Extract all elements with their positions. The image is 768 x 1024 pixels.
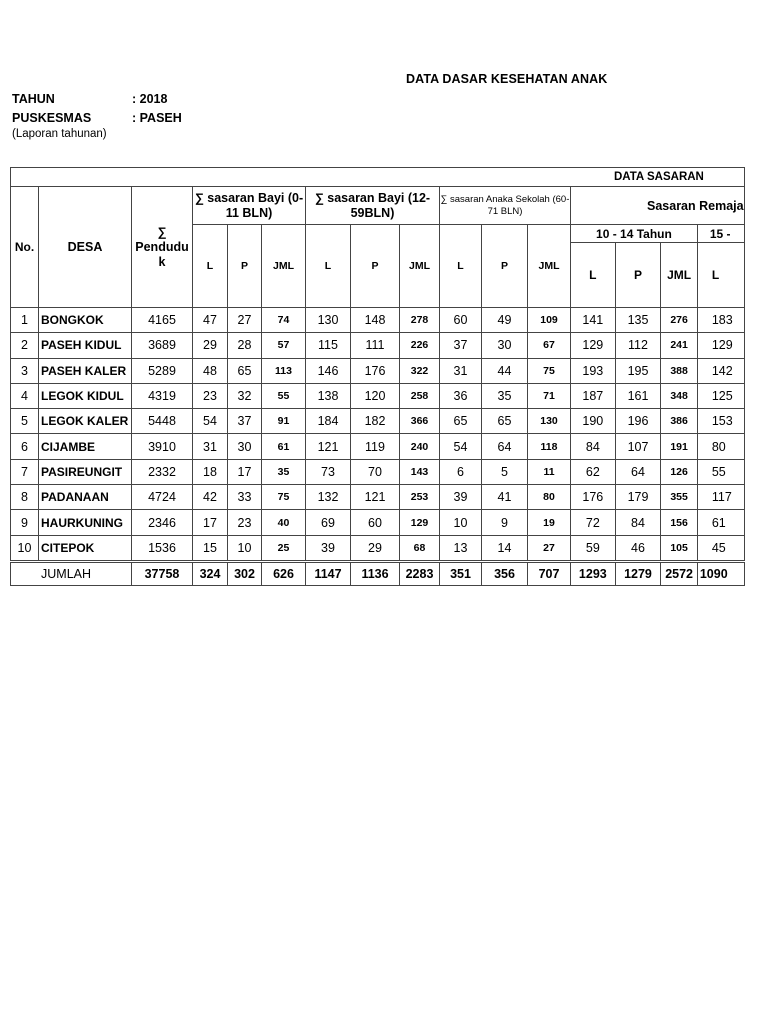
row-as-jml: 80 [528, 485, 571, 510]
row-b2-jml: 129 [400, 510, 440, 535]
remaja-10-14-header: 10 - 14 Tahun [571, 225, 698, 243]
row-no: 4 [11, 383, 39, 408]
row-r1-p: 84 [615, 510, 661, 535]
b2-p-header: P [351, 225, 400, 308]
row-as-l: 60 [440, 308, 482, 333]
table-row [11, 535, 745, 561]
r1-jml-header: JML [661, 243, 698, 308]
row-b1-jml: 57 [262, 333, 306, 358]
row-no: 10 [11, 535, 39, 561]
row-penduduk: 4319 [132, 383, 193, 408]
row-r2-l: 142 [697, 358, 744, 383]
row-r1-l: 62 [571, 459, 616, 484]
table-row [11, 383, 745, 408]
row-b1-l: 15 [193, 535, 228, 561]
row-as-jml: 75 [528, 358, 571, 383]
row-r1-jml: 105 [661, 535, 698, 561]
row-b2-jml: 143 [400, 459, 440, 484]
table-row [11, 358, 745, 383]
row-as-l: 10 [440, 510, 482, 535]
row-as-l: 36 [440, 383, 482, 408]
row-b2-l: 73 [306, 459, 351, 484]
row-as-p: 65 [482, 409, 528, 434]
row-b1-jml: 113 [262, 358, 306, 383]
row-r1-p: 135 [615, 308, 661, 333]
as-l-header: L [440, 225, 482, 308]
total-b2p: 1136 [351, 561, 400, 585]
as-jml-header: JML [528, 225, 571, 308]
row-penduduk: 5289 [132, 358, 193, 383]
header-row-2 [11, 187, 745, 225]
row-b2-p: 29 [351, 535, 400, 561]
row-r1-jml: 126 [661, 459, 698, 484]
row-b2-p: 148 [351, 308, 400, 333]
row-b1-l: 29 [193, 333, 228, 358]
report-subtitle: (Laporan tahunan) [12, 128, 107, 140]
tahun-line [12, 92, 167, 106]
group-bayi-12-59-header: ∑ sasaran Bayi (12-59BLN) [306, 187, 440, 225]
row-b2-jml: 253 [400, 485, 440, 510]
row-desa: PASEH KIDUL [39, 333, 132, 358]
row-b2-jml: 68 [400, 535, 440, 561]
r1-p-header: P [615, 243, 661, 308]
row-desa: PASEH KALER [39, 358, 132, 383]
row-b2-jml: 366 [400, 409, 440, 434]
row-no: 6 [11, 434, 39, 459]
puskesmas-line [12, 111, 182, 125]
row-b1-l: 18 [193, 459, 228, 484]
row-r2-l: 80 [697, 434, 744, 459]
row-desa: CITEPOK [39, 535, 132, 561]
row-r1-l: 72 [571, 510, 616, 535]
row-desa: CIJAMBE [39, 434, 132, 459]
row-b1-jml: 55 [262, 383, 306, 408]
row-r1-p: 161 [615, 383, 661, 408]
row-b2-l: 115 [306, 333, 351, 358]
row-r1-l: 176 [571, 485, 616, 510]
row-r1-jml: 276 [661, 308, 698, 333]
row-as-l: 31 [440, 358, 482, 383]
row-as-l: 37 [440, 333, 482, 358]
row-r1-jml: 241 [661, 333, 698, 358]
row-r2-l: 61 [697, 510, 744, 535]
row-as-p: 30 [482, 333, 528, 358]
row-b2-p: 121 [351, 485, 400, 510]
row-no: 1 [11, 308, 39, 333]
row-as-jml: 67 [528, 333, 571, 358]
row-as-l: 6 [440, 459, 482, 484]
row-b1-jml: 35 [262, 459, 306, 484]
row-r1-p: 46 [615, 535, 661, 561]
row-b2-l: 130 [306, 308, 351, 333]
row-b1-p: 17 [228, 459, 262, 484]
row-b1-p: 33 [228, 485, 262, 510]
row-as-l: 13 [440, 535, 482, 561]
row-b1-jml: 40 [262, 510, 306, 535]
row-as-l: 39 [440, 485, 482, 510]
row-b2-p: 176 [351, 358, 400, 383]
row-b1-l: 17 [193, 510, 228, 535]
row-b2-jml: 322 [400, 358, 440, 383]
row-b1-p: 27 [228, 308, 262, 333]
row-b1-l: 48 [193, 358, 228, 383]
col-desa-header: DESA [39, 187, 132, 308]
row-b2-jml: 226 [400, 333, 440, 358]
row-penduduk: 3689 [132, 333, 193, 358]
row-r1-jml: 156 [661, 510, 698, 535]
total-b2j: 2283 [400, 561, 440, 585]
data-sasaran-header: DATA SASARAN [11, 168, 745, 187]
row-b1-l: 31 [193, 434, 228, 459]
row-b1-l: 23 [193, 383, 228, 408]
row-b2-p: 119 [351, 434, 400, 459]
row-desa: LEGOK KIDUL [39, 383, 132, 408]
row-b1-l: 54 [193, 409, 228, 434]
row-as-jml: 11 [528, 459, 571, 484]
row-penduduk: 3910 [132, 434, 193, 459]
total-asp: 356 [482, 561, 528, 585]
row-as-jml: 27 [528, 535, 571, 561]
row-penduduk: 2332 [132, 459, 193, 484]
row-b2-l: 69 [306, 510, 351, 535]
row-r1-l: 187 [571, 383, 616, 408]
total-penduduk: 37758 [132, 561, 193, 585]
row-b2-l: 39 [306, 535, 351, 561]
r1-l-header: L [571, 243, 616, 308]
table-row [11, 510, 745, 535]
row-as-jml: 71 [528, 383, 571, 408]
row-as-p: 64 [482, 434, 528, 459]
row-b2-l: 132 [306, 485, 351, 510]
row-as-p: 5 [482, 459, 528, 484]
row-no: 7 [11, 459, 39, 484]
row-r1-p: 112 [615, 333, 661, 358]
group-anak-sekolah-header: ∑ sasaran Anaka Sekolah (60-71 BLN) [440, 187, 571, 225]
row-r1-l: 190 [571, 409, 616, 434]
row-as-l: 65 [440, 409, 482, 434]
row-r1-jml: 348 [661, 383, 698, 408]
row-r1-jml: 191 [661, 434, 698, 459]
total-asl: 351 [440, 561, 482, 585]
row-r1-p: 64 [615, 459, 661, 484]
row-as-p: 44 [482, 358, 528, 383]
total-row [11, 561, 745, 585]
row-r1-l: 193 [571, 358, 616, 383]
row-b1-jml: 91 [262, 409, 306, 434]
table-row [11, 333, 745, 358]
row-b1-p: 30 [228, 434, 262, 459]
row-penduduk: 1536 [132, 535, 193, 561]
row-b2-p: 60 [351, 510, 400, 535]
row-penduduk: 4165 [132, 308, 193, 333]
row-r1-l: 141 [571, 308, 616, 333]
row-r1-jml: 388 [661, 358, 698, 383]
row-r1-l: 59 [571, 535, 616, 561]
row-b1-p: 65 [228, 358, 262, 383]
row-no: 9 [11, 510, 39, 535]
row-r2-l: 45 [697, 535, 744, 561]
row-as-p: 9 [482, 510, 528, 535]
row-b1-p: 32 [228, 383, 262, 408]
row-b2-l: 184 [306, 409, 351, 434]
table-row [11, 409, 745, 434]
row-r2-l: 183 [697, 308, 744, 333]
r2-l-header: L [697, 243, 744, 308]
row-desa: PASIREUNGIT [39, 459, 132, 484]
total-b2l: 1147 [306, 561, 351, 585]
total-b1p: 302 [228, 561, 262, 585]
tahun-value: : 2018 [132, 92, 168, 106]
row-b1-jml: 25 [262, 535, 306, 561]
row-b1-p: 28 [228, 333, 262, 358]
row-r2-l: 55 [697, 459, 744, 484]
row-b2-p: 111 [351, 333, 400, 358]
row-b1-jml: 74 [262, 308, 306, 333]
row-as-jml: 130 [528, 409, 571, 434]
row-r1-p: 107 [615, 434, 661, 459]
puskesmas-label: PUSKESMAS [12, 111, 92, 125]
table-row [11, 485, 745, 510]
row-as-p: 49 [482, 308, 528, 333]
row-r1-l: 129 [571, 333, 616, 358]
row-penduduk: 2346 [132, 510, 193, 535]
total-r1l: 1293 [571, 561, 616, 585]
row-r1-jml: 386 [661, 409, 698, 434]
row-no: 2 [11, 333, 39, 358]
row-b2-l: 146 [306, 358, 351, 383]
data-sheet [10, 167, 768, 597]
header-row-1 [11, 168, 745, 187]
row-desa: BONGKOK [39, 308, 132, 333]
row-b2-p: 182 [351, 409, 400, 434]
row-no: 8 [11, 485, 39, 510]
row-as-jml: 19 [528, 510, 571, 535]
row-as-p: 14 [482, 535, 528, 561]
col-no-header: No. [11, 187, 39, 308]
row-no: 5 [11, 409, 39, 434]
row-desa: PADANAAN [39, 485, 132, 510]
row-as-l: 54 [440, 434, 482, 459]
row-b1-l: 47 [193, 308, 228, 333]
row-as-jml: 109 [528, 308, 571, 333]
b1-jml-header: JML [262, 225, 306, 308]
b2-jml-header: JML [400, 225, 440, 308]
b1-l-header: L [193, 225, 228, 308]
total-b1l: 324 [193, 561, 228, 585]
row-r1-p: 195 [615, 358, 661, 383]
row-b1-jml: 75 [262, 485, 306, 510]
row-r2-l: 125 [697, 383, 744, 408]
row-r2-l: 117 [697, 485, 744, 510]
remaja-15-header: 15 - [697, 225, 744, 243]
total-asj: 707 [528, 561, 571, 585]
row-no: 3 [11, 358, 39, 383]
row-b2-jml: 258 [400, 383, 440, 408]
row-r2-l: 153 [697, 409, 744, 434]
table-row [11, 308, 745, 333]
table-row [11, 459, 745, 484]
total-r2l: 1090 [697, 561, 744, 585]
row-b2-l: 121 [306, 434, 351, 459]
col-penduduk-header: ∑ Pendudu k [132, 187, 193, 308]
row-desa: LEGOK KALER [39, 409, 132, 434]
row-r1-p: 179 [615, 485, 661, 510]
row-desa: HAURKUNING [39, 510, 132, 535]
total-label: JUMLAH [11, 561, 132, 585]
row-b1-p: 37 [228, 409, 262, 434]
row-b2-jml: 278 [400, 308, 440, 333]
total-r1p: 1279 [615, 561, 661, 585]
group-remaja-header: Sasaran Remaja [571, 187, 745, 225]
b2-l-header: L [306, 225, 351, 308]
row-as-p: 35 [482, 383, 528, 408]
row-as-jml: 118 [528, 434, 571, 459]
row-penduduk: 4724 [132, 485, 193, 510]
puskesmas-value: : PASEH [132, 111, 182, 125]
data-table [10, 167, 745, 586]
tahun-label: TAHUN [12, 92, 55, 106]
row-r1-l: 84 [571, 434, 616, 459]
row-r1-p: 196 [615, 409, 661, 434]
row-penduduk: 5448 [132, 409, 193, 434]
group-bayi-0-11-header: ∑ sasaran Bayi (0-11 BLN) [193, 187, 306, 225]
row-r2-l: 129 [697, 333, 744, 358]
row-b1-jml: 61 [262, 434, 306, 459]
row-as-p: 41 [482, 485, 528, 510]
row-b2-jml: 240 [400, 434, 440, 459]
row-b2-l: 138 [306, 383, 351, 408]
total-b1j: 626 [262, 561, 306, 585]
b1-p-header: P [228, 225, 262, 308]
row-b1-l: 42 [193, 485, 228, 510]
row-r1-jml: 355 [661, 485, 698, 510]
row-b2-p: 70 [351, 459, 400, 484]
report-title: DATA DASAR KESEHATAN ANAK [406, 72, 608, 86]
row-b1-p: 23 [228, 510, 262, 535]
row-b1-p: 10 [228, 535, 262, 561]
as-p-header: P [482, 225, 528, 308]
row-b2-p: 120 [351, 383, 400, 408]
total-r1j: 2572 [661, 561, 698, 585]
table-row [11, 434, 745, 459]
